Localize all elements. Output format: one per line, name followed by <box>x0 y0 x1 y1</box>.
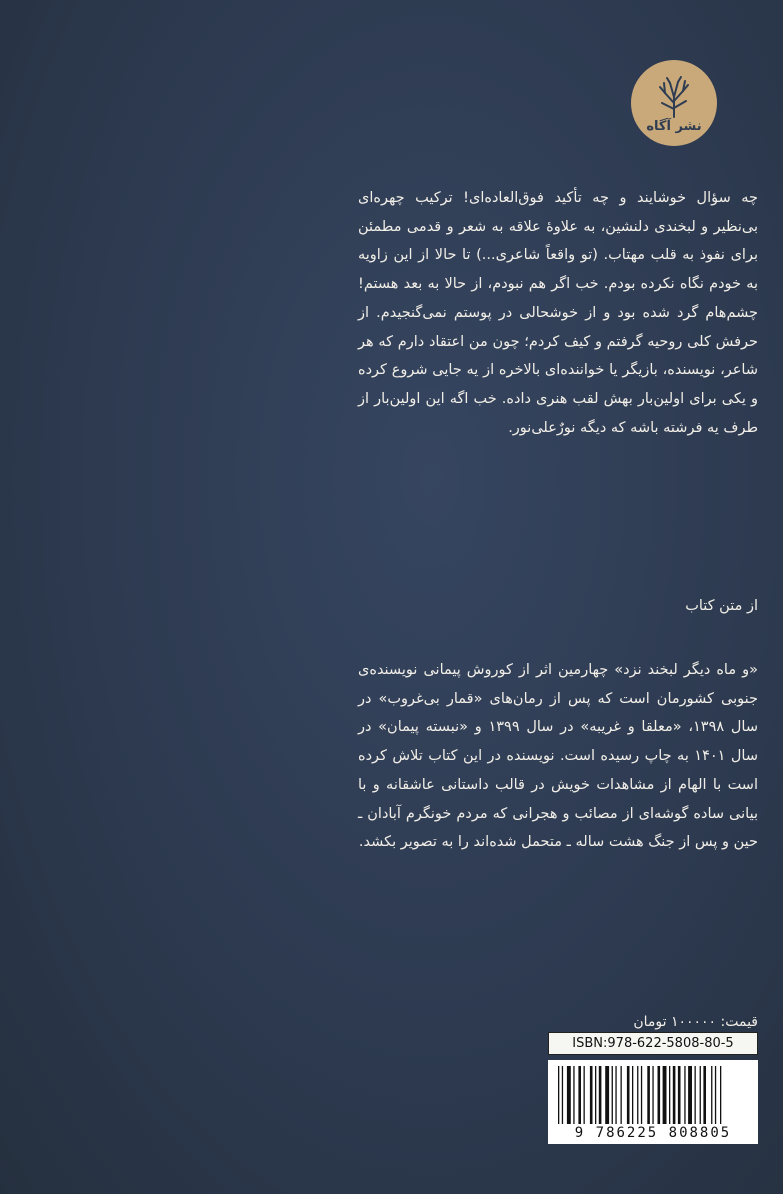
barcode-bar <box>700 1066 701 1124</box>
barcode-bar <box>637 1066 638 1124</box>
barcode-bar <box>673 1066 676 1124</box>
price-label: قیمت: ۱۰۰۰۰۰ تومان <box>633 1014 758 1030</box>
barcode-bar <box>663 1066 667 1124</box>
excerpt-text: چه سؤال خوشایند و چه تأکید فوق‌العاده‌ای! ترکیب چهره‌ای بی‌نظیر و لبخندی دلنشین، به علاوهٔ علاقه به شعر و قدمی مطمئن برای نفوذ به قلب مهتاب. (تو واقعاً شاعری...) تا حالا از این زاویه به خودم نگاه نکرده بودم. خب اگر هم نبودم، از حالا به بعد هستم! چشم‌هام گرد شده بود و از خوشحالی در پوستم نمی‌گنجیدم. از حرفش کلی روحیه گرفتم و کیف کردم؛ چون من اعتقاد دارم که هر شاعر، نویسنده، بازیگر یا خواننده‌ای بالاخره از یه جایی شروع کرده و یکی برای اولین‌بار بهش لقب هنری داده. خب اگه این اولین‌بار از طرف یه فرشته باشه که دیگه نورٌعلی‌نور. <box>358 190 758 436</box>
tree-icon <box>650 73 698 121</box>
barcode-bar <box>573 1066 574 1124</box>
excerpt-quote <box>358 184 758 442</box>
barcode-bar <box>567 1066 571 1124</box>
barcode-bar <box>658 1066 661 1124</box>
barcode-digits: 9 786225 808805 <box>574 1125 732 1141</box>
barcode-bar <box>684 1066 685 1124</box>
barcode-bar <box>621 1066 622 1124</box>
barcode-bar <box>578 1066 581 1124</box>
barcode-bar <box>627 1066 630 1124</box>
barcode-bar <box>605 1066 609 1124</box>
isbn-label: ISBN:978-622-5808-80-5 <box>548 1032 758 1055</box>
barcode-bar <box>558 1066 559 1124</box>
barcode-bar <box>595 1066 596 1124</box>
barcode-bar <box>599 1066 602 1124</box>
barcode-bar <box>720 1066 721 1124</box>
publisher-name: نشر آگاه <box>646 118 702 134</box>
barcode-bar <box>612 1066 613 1124</box>
excerpt-source <box>358 592 758 621</box>
barcode <box>548 1060 758 1144</box>
barcode-bar <box>715 1066 716 1124</box>
barcode-bar <box>711 1066 712 1124</box>
excerpt-source-label: از متن کتاب <box>685 598 758 614</box>
book-summary <box>358 656 758 857</box>
barcode-bar <box>615 1066 616 1124</box>
publisher-logo <box>631 60 717 146</box>
barcode-bar <box>678 1066 681 1124</box>
barcode-bar <box>695 1066 696 1124</box>
barcode-icon <box>556 1066 750 1124</box>
barcode-bar <box>632 1066 633 1124</box>
barcode-bar <box>647 1066 650 1124</box>
barcode-bar <box>688 1066 692 1124</box>
barcode-bar <box>703 1066 706 1124</box>
barcode-bar <box>641 1066 642 1124</box>
barcode-bar <box>652 1066 653 1124</box>
barcode-bar <box>590 1066 593 1124</box>
barcode-bar <box>562 1066 563 1124</box>
barcode-bar <box>584 1066 585 1124</box>
barcode-bar <box>669 1066 670 1124</box>
summary-text: «و ماه دیگر لبخند نزد» چهارمین اثر از کوروش پیمانی نویسنده‌ی جنوبی کشورمان است که پس از رمان‌های «قمار بی‌غروب» در سال ۱۳۹۸، «معلقا و غریبه» در سال ۱۳۹۹ و «نبسته پیمان» در سال ۱۴۰۱ به چاپ رسیده است. نویسنده در این کتاب تلاش کرده است با الهام از مشاهدات خویش در قالب داستانی عاشقانه و با بیانی ساده گوشه‌ای از مصائب و هجرانی که مردم خونگرم آبادان ـ حین و پس از جنگ هشت ساله ـ متحمل شده‌اند را به تصویر بکشد. <box>358 662 758 851</box>
